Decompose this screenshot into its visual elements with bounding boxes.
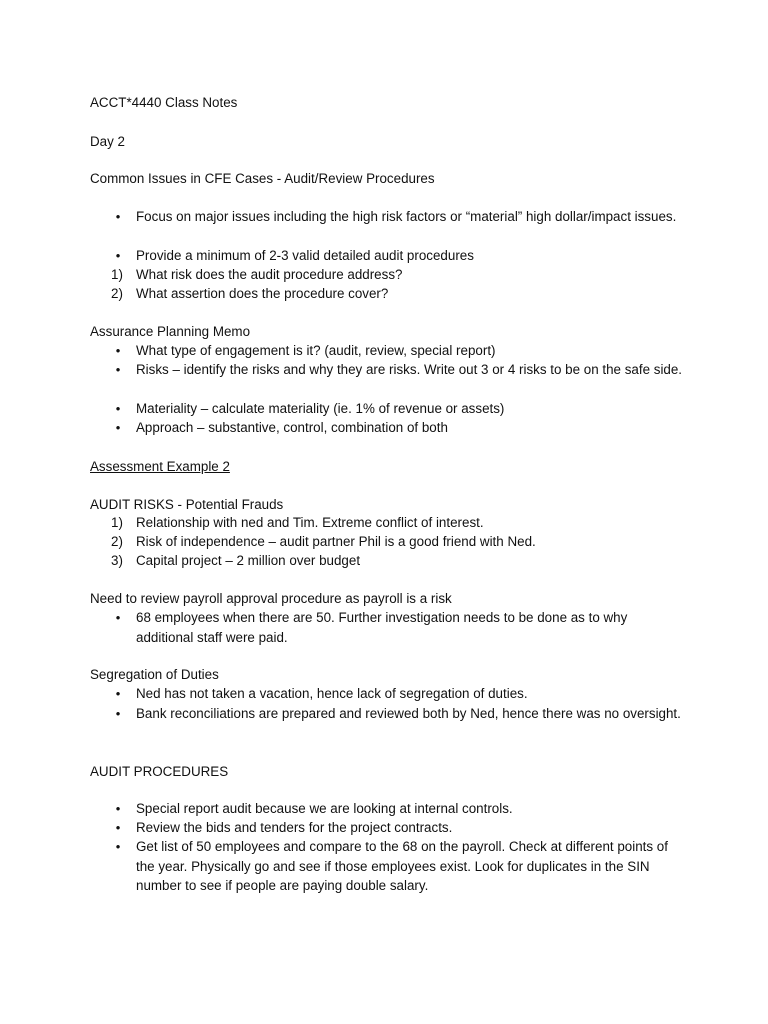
list-item-text: Ned has not taken a vacation, hence lack of segregation of duties. [136,686,528,701]
bullet-icon: • [115,706,121,721]
list-item-text: Provide a minimum of 2-3 valid detailed audit procedures [136,248,474,263]
list-number: 2) [111,286,123,301]
document-title: ACCT*4440 Class Notes [90,95,238,110]
section-heading-segregation: Segregation of Duties [90,667,219,682]
list-item-text: What assertion does the procedure cover? [136,286,389,301]
list-number: 3) [111,553,123,568]
bullet-icon: • [115,820,121,835]
list-item-text: Capital project – 2 million over budget [136,553,361,568]
list-number: 2) [111,534,123,549]
section-heading-planning-memo: Assurance Planning Memo [90,324,251,339]
section-heading-audit-procedures: AUDIT PROCEDURES [90,764,229,779]
bullet-icon: • [115,686,121,701]
list-item-text: 68 employees when there are 50. Further investigation needs to be done as to why additional staff were paid. [136,610,628,645]
section-heading-audit-risks: AUDIT RISKS - Potential Frauds [90,497,284,512]
bullet-icon: • [115,801,121,816]
list-item-text: Special report audit because we are looking at internal controls. [136,801,513,816]
bullet-icon: • [115,343,121,358]
bullet-icon: • [115,209,121,224]
list-item-text: Materiality – calculate materiality (ie. 1% of revenue or assets) [136,401,505,416]
section-heading-payroll-review: Need to review payroll approval procedure as payroll is a risk [90,591,452,606]
list-item-text: Risks – identify the risks and why they are risks. Write out 3 or 4 risks to be on the safe side. [136,362,683,377]
section-heading-assessment-example: Assessment Example 2 [90,459,230,474]
list-item-text: What type of engagement is it? (audit, review, special report) [136,343,496,358]
list-item-text: Get list of 50 employees and compare to the 68 on the payroll. Check at different points of the year. Physically go and see if those employees exist. Look for duplicates in the SIN number to see if people are paying double salary. [136,839,668,893]
bullet-icon: • [115,248,121,263]
list-item-text: Approach – substantive, control, combination of both [136,420,448,435]
list-number: 1) [111,515,123,530]
bullet-icon: • [115,610,121,625]
list-item-text: What risk does the audit procedure address? [136,267,403,282]
list-item-text: Relationship with ned and Tim. Extreme conflict of interest. [136,515,484,530]
bullet-icon: • [115,839,121,854]
bullet-icon: • [115,401,121,416]
bullet-icon: • [115,420,121,435]
section-heading-common-issues: Common Issues in CFE Cases - Audit/Review Procedures [90,171,435,186]
list-item-text: Review the bids and tenders for the project contracts. [136,820,453,835]
list-item-text: Focus on major issues including the high risk factors or “material” high dollar/impact issues. [136,209,677,224]
list-item-text: Bank reconciliations are prepared and reviewed both by Ned, hence there was no oversight. [136,706,681,721]
list-item-text: Risk of independence – audit partner Phil is a good friend with Ned. [136,534,536,549]
list-number: 1) [111,267,123,282]
bullet-icon: • [115,362,121,377]
day-label: Day 2 [90,134,125,149]
